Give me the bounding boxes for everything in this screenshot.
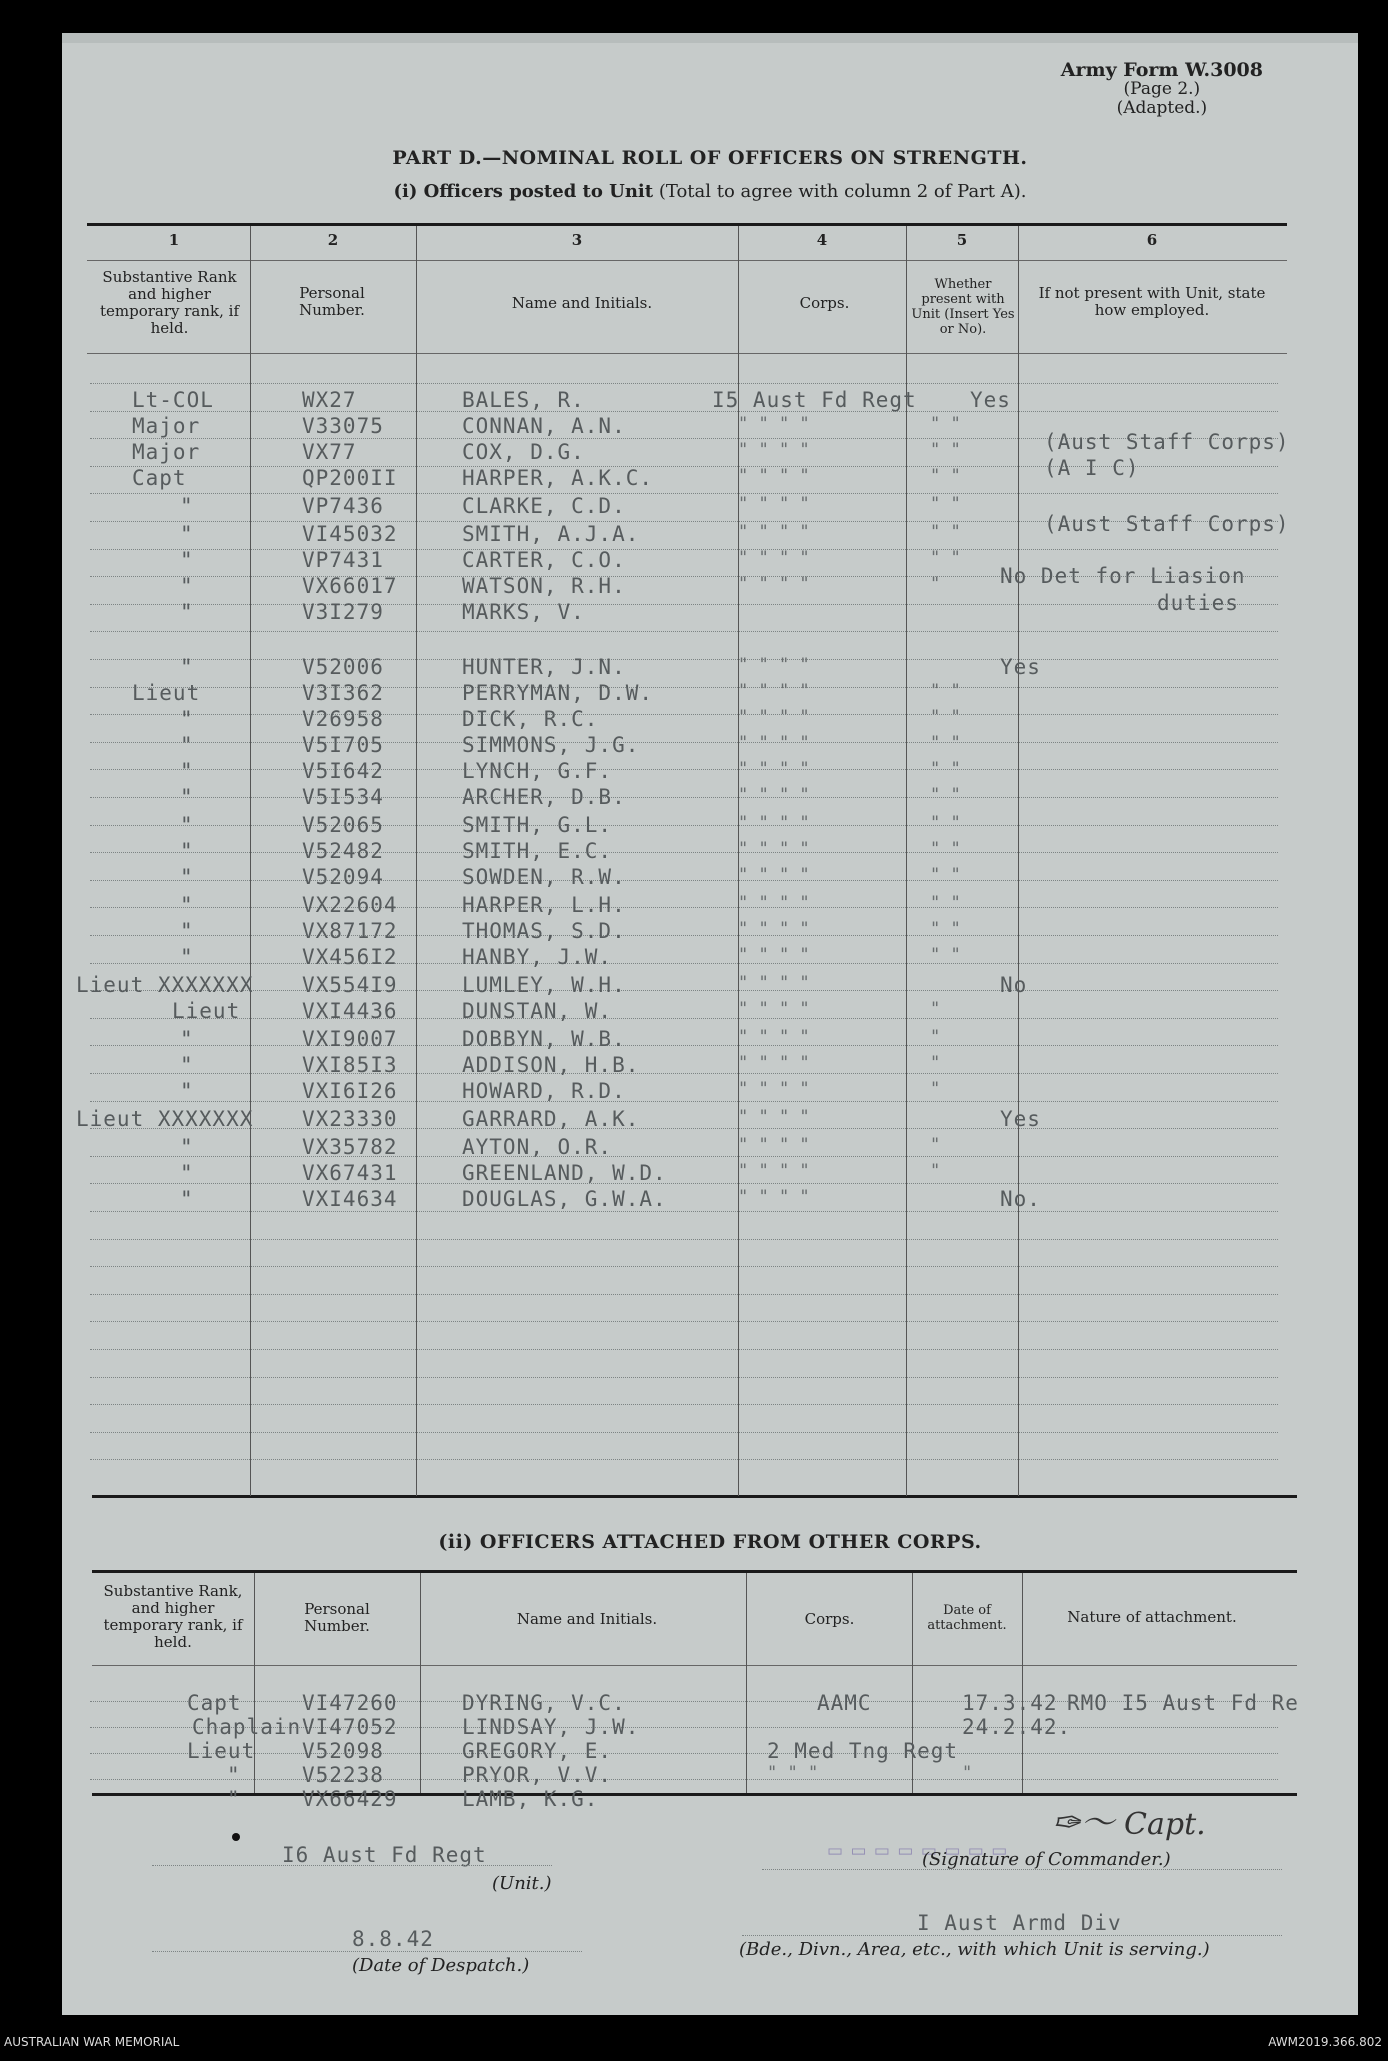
- column-number-6: 6: [1146, 231, 1158, 249]
- row-rank: Major: [132, 414, 201, 438]
- row-corps: " " " ": [738, 1107, 810, 1127]
- row-present: " ": [930, 785, 961, 805]
- row-rank: ": [180, 893, 194, 917]
- row-name: SMITH, E.C.: [462, 839, 613, 863]
- row-present: " ": [930, 813, 961, 833]
- row-name: DOBBYN, W.B.: [462, 1027, 626, 1051]
- row-corps: " " " ": [738, 1027, 810, 1047]
- ruled-line: [90, 769, 1278, 770]
- row-personal-number: VX23330: [302, 1107, 398, 1131]
- row-name: AYTON, O.R.: [462, 1135, 613, 1159]
- row-corps: " " " ": [738, 1053, 810, 1073]
- row-corps: " " " ": [738, 681, 810, 701]
- row-rank: Capt: [132, 466, 187, 490]
- ii-header-number: Personal Number.: [304, 1600, 370, 1635]
- ruled-line: [90, 1321, 1278, 1322]
- attached-name: GREGORY, E.: [462, 1739, 613, 1763]
- row-rank: ": [180, 522, 194, 546]
- col-divider-5: [1018, 226, 1019, 1496]
- date-label: (Date of Despatch.): [352, 1955, 530, 1976]
- ruled-line: [90, 1101, 1278, 1102]
- colnum-rule: [87, 260, 1287, 261]
- ii-col-divider-2: [420, 1573, 421, 1793]
- row-remarks: (Aust Staff Corps): [1044, 430, 1290, 454]
- row-corps: " " " ": [738, 440, 810, 460]
- row-present: ": [930, 1161, 941, 1181]
- part-d-subtitle: [62, 181, 1358, 202]
- row-personal-number: V3I279: [302, 600, 384, 624]
- ruled-line: [90, 963, 1278, 964]
- row-name: CLARKE, C.D.: [462, 494, 626, 518]
- row-rank: ": [180, 865, 194, 889]
- col-divider-1: [250, 226, 251, 1496]
- date-value: 8.8.42: [352, 1927, 434, 1951]
- row-rank: ": [180, 733, 194, 757]
- row-present: " ": [930, 919, 961, 939]
- row-personal-number: V52006: [302, 655, 384, 679]
- col-divider-4: [906, 226, 907, 1496]
- row-corps: " " " ": [738, 655, 810, 675]
- row-name: HOWARD, R.D.: [462, 1079, 626, 1103]
- header-number: Personal Number.: [299, 284, 365, 319]
- row-name: HARPER, L.H.: [462, 893, 626, 917]
- attached-rank: ": [227, 1787, 241, 1811]
- ruled-line: [90, 742, 1278, 743]
- table-bottom-rule: [92, 1495, 1297, 1498]
- unit-line: [152, 1865, 552, 1866]
- row-corps: " " " ": [738, 1135, 810, 1155]
- row-name: SIMMONS, J.G.: [462, 733, 640, 757]
- sheet-edge: [62, 33, 1358, 43]
- row-name: MARKS, V.: [462, 600, 585, 624]
- unit-value: I6 Aust Fd Regt: [282, 1843, 487, 1867]
- row-personal-number: VX77: [302, 440, 357, 464]
- row-present: ": [930, 999, 941, 1019]
- ii-header-rank: Substantive Rank, and higher temporary rank, if held.: [103, 1582, 243, 1651]
- part-ii-title: (ii) OFFICERS ATTACHED FROM OTHER CORPS.: [438, 1531, 982, 1553]
- row-name: LUMLEY, W.H.: [462, 973, 626, 997]
- row-corps: " " " ": [738, 522, 810, 542]
- row-personal-number: VXI85I3: [302, 1053, 398, 1077]
- attached-corps: " " ": [767, 1763, 819, 1783]
- row-name: WATSON, R.H.: [462, 574, 626, 598]
- signature-label: (Signature of Commander.): [922, 1849, 1171, 1870]
- form-sheet: [62, 33, 1358, 2015]
- attached-rank: Capt: [187, 1691, 242, 1715]
- ruled-line: [90, 493, 1278, 494]
- row-personal-number: V5I534: [302, 785, 384, 809]
- ruled-line: [90, 1156, 1278, 1157]
- ii-col-divider-3: [746, 1573, 747, 1793]
- ruled-line: [90, 411, 1278, 412]
- row-corps: " " " ": [738, 813, 810, 833]
- attached-name: PRYOR, V.V.: [462, 1763, 613, 1787]
- row-corps: " " " ": [738, 1161, 810, 1181]
- row-rank: ": [180, 945, 194, 969]
- attached-name: LINDSAY, J.W.: [462, 1715, 640, 1739]
- row-personal-number: V33075: [302, 414, 384, 438]
- ruled-line: [90, 1018, 1278, 1019]
- archive-ref: AWM2019.366.802: [1268, 2035, 1382, 2049]
- column-number-5: 5: [956, 231, 968, 249]
- row-corps: " " " ": [738, 733, 810, 753]
- attached-date: 17.3.42: [962, 1691, 1058, 1715]
- row-rank: ": [180, 1161, 194, 1185]
- row-present: " ": [930, 707, 961, 727]
- row-personal-number: VX67431: [302, 1161, 398, 1185]
- attached-date: 24.2.42.: [962, 1715, 1072, 1739]
- ruled-line: [90, 1045, 1278, 1046]
- row-present: ": [930, 1027, 941, 1047]
- row-present: " ": [930, 733, 961, 753]
- ink-blot: [232, 1833, 240, 1841]
- ruled-line: [90, 1073, 1278, 1074]
- attached-corps: AAMC: [817, 1691, 872, 1715]
- archive-bar: [0, 2031, 1388, 2061]
- ruled-line: [90, 631, 1278, 632]
- row-present: No.: [1000, 1187, 1041, 1211]
- row-personal-number: V52065: [302, 813, 384, 837]
- column-number-3: 3: [571, 231, 583, 249]
- row-name: ADDISON, H.B.: [462, 1053, 640, 1077]
- ruled-line: [90, 714, 1278, 715]
- ruled-line: [90, 1211, 1278, 1212]
- row-rank: ": [180, 1027, 194, 1051]
- row-name: PERRYMAN, D.W.: [462, 681, 654, 705]
- row-present: " ": [930, 759, 961, 779]
- row-rank: Lieut XXXXXXX: [76, 973, 254, 997]
- col-divider-2: [416, 226, 417, 1496]
- attached-date: ": [962, 1763, 973, 1783]
- row-rank: ": [180, 813, 194, 837]
- attached-name: LAMB, K.G.: [462, 1787, 599, 1811]
- ruled-line: [90, 825, 1278, 826]
- row-corps: " " " ": [738, 839, 810, 859]
- row-rank: ": [180, 1187, 194, 1211]
- row-remarks: (Aust Staff Corps): [1044, 512, 1290, 536]
- header-rank: Substantive Rank and higher temporary rank, if held.: [99, 268, 240, 337]
- row-present: " ": [930, 414, 961, 434]
- ruled-line: [90, 383, 1278, 384]
- ruled-line: [90, 1459, 1278, 1460]
- row-name: SMITH, A.J.A.: [462, 522, 640, 546]
- row-personal-number: V5I642: [302, 759, 384, 783]
- ruled-line: [90, 935, 1278, 936]
- attached-personal-number: VX66429: [302, 1787, 398, 1811]
- header-rule: [87, 353, 1287, 354]
- row-present: " ": [930, 839, 961, 859]
- row-personal-number: V5I705: [302, 733, 384, 757]
- form-page: (Page 2.): [1123, 79, 1201, 99]
- part-ii-header-rule: [92, 1665, 1297, 1666]
- ruled-line: [90, 1779, 1278, 1780]
- row-remarks: No Det for Liasion: [1000, 564, 1246, 588]
- row-corps: " " " ": [738, 1079, 810, 1099]
- ruled-line: [90, 907, 1278, 908]
- row-personal-number: WX27: [302, 388, 357, 412]
- row-name: DOUGLAS, G.W.A.: [462, 1187, 667, 1211]
- row-rank: ": [180, 574, 194, 598]
- ii-header-nature: Nature of attachment.: [1067, 1608, 1237, 1626]
- row-corps: " " " ": [738, 973, 810, 993]
- row-rank: ": [180, 600, 194, 624]
- row-name: HARPER, A.K.C.: [462, 466, 654, 490]
- subtitle-bold: (i) Officers posted to Unit: [393, 181, 654, 202]
- ruled-line: [90, 1349, 1278, 1350]
- attached-personal-number: VI47052: [302, 1715, 398, 1739]
- row-personal-number: VX22604: [302, 893, 398, 917]
- row-present: Yes: [1000, 655, 1041, 679]
- row-present: Yes: [1000, 1107, 1041, 1131]
- ruled-line: [90, 797, 1278, 798]
- row-present: ": [930, 1079, 941, 1099]
- part-ii-top-rule: [92, 1570, 1297, 1573]
- row-remarks: (A I C): [1044, 456, 1140, 480]
- row-rank: ": [180, 1053, 194, 1077]
- row-rank: Lt-COL: [132, 388, 214, 412]
- row-present: No: [1000, 973, 1028, 997]
- row-rank: Lieut: [172, 999, 241, 1023]
- ruled-line: [90, 1128, 1278, 1129]
- column-number-2: 2: [327, 231, 339, 249]
- header-employed: If not present with Unit, state how employed.: [1038, 284, 1266, 319]
- row-corps: " " " ": [738, 707, 810, 727]
- attached-rank: Lieut: [187, 1739, 256, 1763]
- row-name: COX, D.G.: [462, 440, 585, 464]
- row-rank: Lieut XXXXXXX: [76, 1107, 254, 1131]
- row-present: " ": [930, 440, 961, 460]
- attached-name: DYRING, V.C.: [462, 1691, 626, 1715]
- row-remarks: duties: [1157, 591, 1239, 615]
- row-personal-number: QP200II: [302, 466, 398, 490]
- row-present: " ": [930, 681, 961, 701]
- row-rank: ": [180, 494, 194, 518]
- row-personal-number: VX554I9: [302, 973, 398, 997]
- attached-personal-number: V52238: [302, 1763, 384, 1787]
- form-identifier: [1061, 61, 1263, 118]
- row-rank: ": [180, 1079, 194, 1103]
- row-rank: ": [180, 759, 194, 783]
- ruled-line: [90, 990, 1278, 991]
- header-corps: Corps.: [799, 294, 850, 312]
- row-present: " ": [930, 548, 961, 568]
- row-name: LYNCH, G.F.: [462, 759, 613, 783]
- row-present: " ": [930, 945, 961, 965]
- ruled-line: [90, 1404, 1278, 1405]
- ruled-line: [90, 1294, 1278, 1295]
- row-personal-number: VX66017: [302, 574, 398, 598]
- row-name: SOWDEN, R.W.: [462, 865, 626, 889]
- row-personal-number: VXI4436: [302, 999, 398, 1023]
- header-name: Name and Initials.: [511, 294, 653, 312]
- form-adapted: (Adapted.): [1116, 98, 1208, 118]
- row-corps: " " " ": [738, 574, 810, 594]
- row-name: HANBY, J.W.: [462, 945, 613, 969]
- row-name: CARTER, C.O.: [462, 548, 626, 572]
- ruled-line: [90, 687, 1278, 688]
- attached-rank: ": [227, 1763, 241, 1787]
- row-present: " ": [930, 466, 961, 486]
- row-personal-number: V3I362: [302, 681, 384, 705]
- attached-corps: 2 Med Tng Regt: [767, 1739, 959, 1763]
- row-personal-number: VP7431: [302, 548, 384, 572]
- row-rank: Lieut: [132, 681, 201, 705]
- part-d-title: PART D.—NOMINAL ROLL OF OFFICERS ON STRENGTH.: [392, 147, 1028, 169]
- row-rank: ": [180, 548, 194, 572]
- row-rank: ": [180, 1135, 194, 1159]
- attached-rank: Chaplain: [192, 1715, 302, 1739]
- row-rank: ": [180, 707, 194, 731]
- row-corps: " " " ": [738, 759, 810, 779]
- row-present: ": [930, 574, 941, 594]
- row-rank: ": [180, 655, 194, 679]
- signature-rank: Capt.: [1124, 1807, 1206, 1842]
- row-corps: " " " ": [738, 494, 810, 514]
- row-present: " ": [930, 865, 961, 885]
- row-corps: " " " ": [738, 1187, 810, 1207]
- header-present: Whether present with Unit (Insert Yes or No).: [911, 277, 1015, 337]
- column-number-4: 4: [816, 231, 828, 249]
- row-personal-number: VXI9007: [302, 1027, 398, 1051]
- ruled-line: [90, 1183, 1278, 1184]
- row-name: GREENLAND, W.D.: [462, 1161, 667, 1185]
- row-present: " ": [930, 893, 961, 913]
- archive-name: AUSTRALIAN WAR MEMORIAL: [4, 2035, 180, 2049]
- unit-label: (Unit.): [492, 1873, 552, 1894]
- ruled-line: [90, 1753, 1278, 1754]
- row-corps: " " " ": [738, 548, 810, 568]
- date-line: [152, 1951, 582, 1952]
- row-personal-number: V52482: [302, 839, 384, 863]
- row-personal-number: VP7436: [302, 494, 384, 518]
- row-present: " ": [930, 494, 961, 514]
- ii-header-name: Name and Initials.: [516, 1610, 658, 1628]
- row-present: Yes: [970, 388, 1011, 412]
- row-corps: " " " ": [738, 466, 810, 486]
- row-corps: I5 Aust Fd Regt: [712, 388, 917, 412]
- ii-col-divider-5: [1022, 1573, 1023, 1793]
- ii-header-date: Date of attachment.: [927, 1603, 1007, 1633]
- row-personal-number: V52094: [302, 865, 384, 889]
- row-name: HUNTER, J.N.: [462, 655, 626, 679]
- row-rank: ": [180, 919, 194, 943]
- ruled-line: [90, 852, 1278, 853]
- row-corps: " " " ": [738, 865, 810, 885]
- row-present: ": [930, 1053, 941, 1073]
- ruled-line: [90, 604, 1278, 605]
- ruled-line: [90, 549, 1278, 550]
- row-personal-number: VX456I2: [302, 945, 398, 969]
- row-corps: " " " ": [738, 999, 810, 1019]
- ruled-line: [90, 1239, 1278, 1240]
- commander-signature: ✑〜 Capt.: [1052, 1803, 1206, 1843]
- row-present: ": [930, 1135, 941, 1155]
- row-corps: " " " ": [738, 785, 810, 805]
- formation-line: [742, 1935, 1282, 1936]
- ruled-line: [90, 880, 1278, 881]
- column-number-1: 1: [168, 231, 180, 249]
- ruled-line: [90, 1266, 1278, 1267]
- row-corps: " " " ": [738, 414, 810, 434]
- row-name: SMITH, G.L.: [462, 813, 613, 837]
- formation-value: I Aust Armd Div: [917, 1911, 1122, 1935]
- row-rank: ": [180, 785, 194, 809]
- row-personal-number: VX87172: [302, 919, 398, 943]
- row-present: " ": [930, 522, 961, 542]
- row-name: BALES, R.: [462, 388, 585, 412]
- form-number: Army Form W.3008: [1060, 59, 1263, 81]
- ruled-line: [90, 1432, 1278, 1433]
- ruled-line: [90, 1377, 1278, 1378]
- row-personal-number: VXI4634: [302, 1187, 398, 1211]
- row-name: DICK, R.C.: [462, 707, 599, 731]
- row-personal-number: VXI6I26: [302, 1079, 398, 1103]
- row-name: GARRARD, A.K.: [462, 1107, 640, 1131]
- ii-header-corps: Corps.: [804, 1610, 855, 1628]
- ruled-line: [90, 659, 1278, 660]
- formation-label: (Bde., Divn., Area, etc., with which Unit is serving.): [739, 1939, 1210, 1960]
- row-personal-number: VI45032: [302, 522, 398, 546]
- row-name: THOMAS, S.D.: [462, 919, 626, 943]
- attached-nature: RMO I5 Aust Fd Re: [1067, 1691, 1299, 1715]
- row-corps: " " " ": [738, 945, 810, 965]
- row-name: DUNSTAN, W.: [462, 999, 613, 1023]
- row-rank: Major: [132, 440, 201, 464]
- table-top-rule: [87, 223, 1287, 226]
- row-personal-number: V26958: [302, 707, 384, 731]
- row-rank: ": [180, 839, 194, 863]
- row-corps: " " " ": [738, 919, 810, 939]
- row-name: CONNAN, A.N.: [462, 414, 626, 438]
- row-corps: " " " ": [738, 893, 810, 913]
- row-name: ARCHER, D.B.: [462, 785, 626, 809]
- attached-personal-number: VI47260: [302, 1691, 398, 1715]
- row-personal-number: VX35782: [302, 1135, 398, 1159]
- subtitle-rest: (Total to agree with column 2 of Part A).: [658, 181, 1027, 202]
- attached-personal-number: V52098: [302, 1739, 384, 1763]
- unit-stamp: ▭ ▭ ▭ ▭ ▭ ▭ ▭ ▭: [827, 1841, 1009, 1861]
